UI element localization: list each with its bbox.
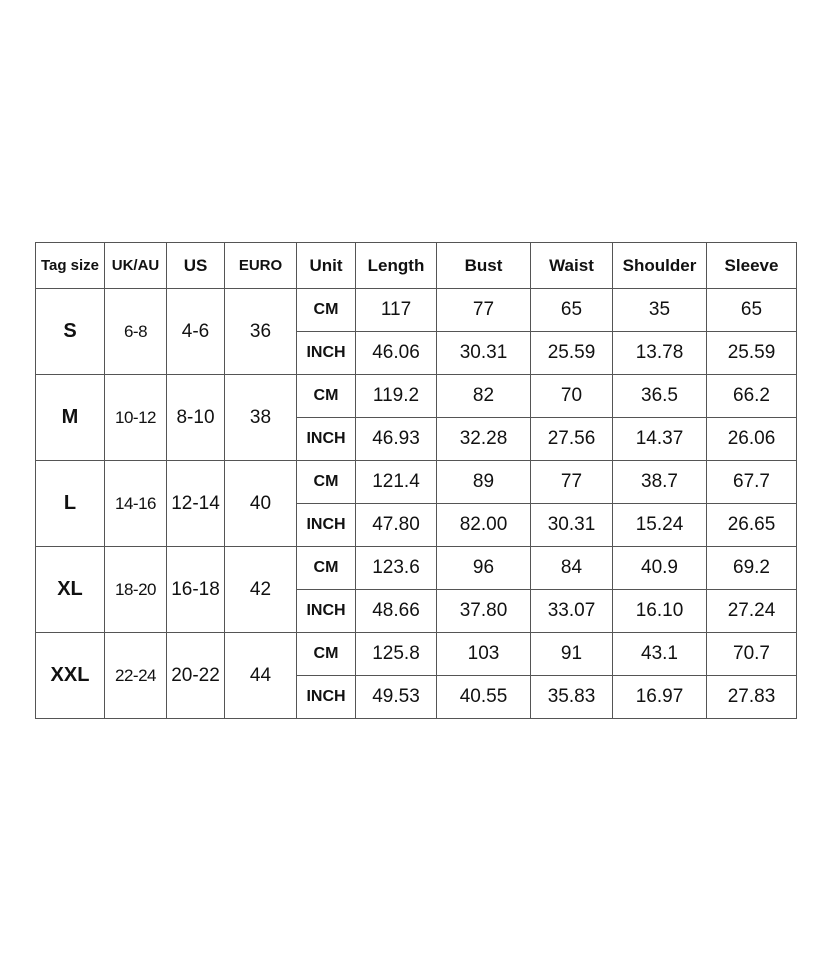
length-inch-cell: 49.53 bbox=[356, 676, 437, 719]
waist-cm-cell: 91 bbox=[531, 633, 613, 676]
bust-inch-cell: 37.80 bbox=[437, 590, 531, 633]
bust-cm-cell: 82 bbox=[437, 375, 531, 418]
waist-cm-cell: 70 bbox=[531, 375, 613, 418]
uk-au-cell: 22-24 bbox=[105, 633, 167, 719]
waist-inch-cell: 25.59 bbox=[531, 332, 613, 375]
header-shoulder: Shoulder bbox=[613, 243, 707, 289]
sleeve-cm-cell: 65 bbox=[707, 289, 797, 332]
length-cm-cell: 119.2 bbox=[356, 375, 437, 418]
sleeve-inch-cell: 26.06 bbox=[707, 418, 797, 461]
table-row bbox=[36, 289, 797, 332]
shoulder-inch-cell: 13.78 bbox=[613, 332, 707, 375]
euro-cell: 44 bbox=[225, 633, 297, 719]
waist-cm-cell: 84 bbox=[531, 547, 613, 590]
us-cell: 8-10 bbox=[167, 375, 225, 461]
header-uk-au: UK/AU bbox=[105, 243, 167, 289]
waist-cm-cell: 65 bbox=[531, 289, 613, 332]
euro-cell: 40 bbox=[225, 461, 297, 547]
uk-au-cell: 14-16 bbox=[105, 461, 167, 547]
header-unit: Unit bbox=[297, 243, 356, 289]
table-row bbox=[36, 547, 797, 590]
sleeve-inch-cell: 26.65 bbox=[707, 504, 797, 547]
header-length: Length bbox=[356, 243, 437, 289]
waist-inch-cell: 33.07 bbox=[531, 590, 613, 633]
waist-cm-cell: 77 bbox=[531, 461, 613, 504]
shoulder-cm-cell: 40.9 bbox=[613, 547, 707, 590]
bust-inch-cell: 82.00 bbox=[437, 504, 531, 547]
unit-cm-cell: CM bbox=[297, 633, 356, 676]
unit-inch-cell: INCH bbox=[297, 590, 356, 633]
euro-cell: 36 bbox=[225, 289, 297, 375]
sleeve-inch-cell: 27.83 bbox=[707, 676, 797, 719]
sleeve-cm-cell: 66.2 bbox=[707, 375, 797, 418]
bust-inch-cell: 32.28 bbox=[437, 418, 531, 461]
unit-cm-cell: CM bbox=[297, 461, 356, 504]
length-cm-cell: 121.4 bbox=[356, 461, 437, 504]
size-chart-table bbox=[35, 242, 797, 719]
shoulder-inch-cell: 16.97 bbox=[613, 676, 707, 719]
unit-inch-cell: INCH bbox=[297, 418, 356, 461]
shoulder-inch-cell: 16.10 bbox=[613, 590, 707, 633]
shoulder-inch-cell: 14.37 bbox=[613, 418, 707, 461]
length-inch-cell: 46.93 bbox=[356, 418, 437, 461]
tag-size-cell: M bbox=[36, 375, 105, 461]
table-row bbox=[36, 375, 797, 418]
bust-inch-cell: 40.55 bbox=[437, 676, 531, 719]
us-cell: 12-14 bbox=[167, 461, 225, 547]
sleeve-inch-cell: 25.59 bbox=[707, 332, 797, 375]
waist-inch-cell: 27.56 bbox=[531, 418, 613, 461]
tag-size-cell: XXL bbox=[36, 633, 105, 719]
tag-size-cell: XL bbox=[36, 547, 105, 633]
tag-size-cell: L bbox=[36, 461, 105, 547]
bust-inch-cell: 30.31 bbox=[437, 332, 531, 375]
length-cm-cell: 123.6 bbox=[356, 547, 437, 590]
header-waist: Waist bbox=[531, 243, 613, 289]
waist-inch-cell: 30.31 bbox=[531, 504, 613, 547]
bust-cm-cell: 96 bbox=[437, 547, 531, 590]
header-tag-size: Tag size bbox=[36, 243, 105, 289]
euro-cell: 38 bbox=[225, 375, 297, 461]
table-body bbox=[36, 289, 797, 719]
waist-inch-cell: 35.83 bbox=[531, 676, 613, 719]
shoulder-cm-cell: 35 bbox=[613, 289, 707, 332]
length-inch-cell: 48.66 bbox=[356, 590, 437, 633]
length-inch-cell: 47.80 bbox=[356, 504, 437, 547]
tag-size-cell: S bbox=[36, 289, 105, 375]
table-row bbox=[36, 633, 797, 676]
sleeve-cm-cell: 69.2 bbox=[707, 547, 797, 590]
header-us: US bbox=[167, 243, 225, 289]
uk-au-cell: 10-12 bbox=[105, 375, 167, 461]
unit-cm-cell: CM bbox=[297, 375, 356, 418]
header-bust: Bust bbox=[437, 243, 531, 289]
uk-au-cell: 18-20 bbox=[105, 547, 167, 633]
unit-inch-cell: INCH bbox=[297, 504, 356, 547]
shoulder-cm-cell: 38.7 bbox=[613, 461, 707, 504]
bust-cm-cell: 77 bbox=[437, 289, 531, 332]
header-row bbox=[36, 243, 797, 289]
shoulder-cm-cell: 43.1 bbox=[613, 633, 707, 676]
unit-inch-cell: INCH bbox=[297, 332, 356, 375]
unit-cm-cell: CM bbox=[297, 547, 356, 590]
sleeve-cm-cell: 67.7 bbox=[707, 461, 797, 504]
header-sleeve: Sleeve bbox=[707, 243, 797, 289]
us-cell: 16-18 bbox=[167, 547, 225, 633]
us-cell: 4-6 bbox=[167, 289, 225, 375]
length-inch-cell: 46.06 bbox=[356, 332, 437, 375]
uk-au-cell: 6-8 bbox=[105, 289, 167, 375]
euro-cell: 42 bbox=[225, 547, 297, 633]
length-cm-cell: 125.8 bbox=[356, 633, 437, 676]
unit-inch-cell: INCH bbox=[297, 676, 356, 719]
length-cm-cell: 117 bbox=[356, 289, 437, 332]
header-euro: EURO bbox=[225, 243, 297, 289]
us-cell: 20-22 bbox=[167, 633, 225, 719]
table-row bbox=[36, 461, 797, 504]
bust-cm-cell: 103 bbox=[437, 633, 531, 676]
sleeve-cm-cell: 70.7 bbox=[707, 633, 797, 676]
shoulder-cm-cell: 36.5 bbox=[613, 375, 707, 418]
shoulder-inch-cell: 15.24 bbox=[613, 504, 707, 547]
sleeve-inch-cell: 27.24 bbox=[707, 590, 797, 633]
bust-cm-cell: 89 bbox=[437, 461, 531, 504]
unit-cm-cell: CM bbox=[297, 289, 356, 332]
